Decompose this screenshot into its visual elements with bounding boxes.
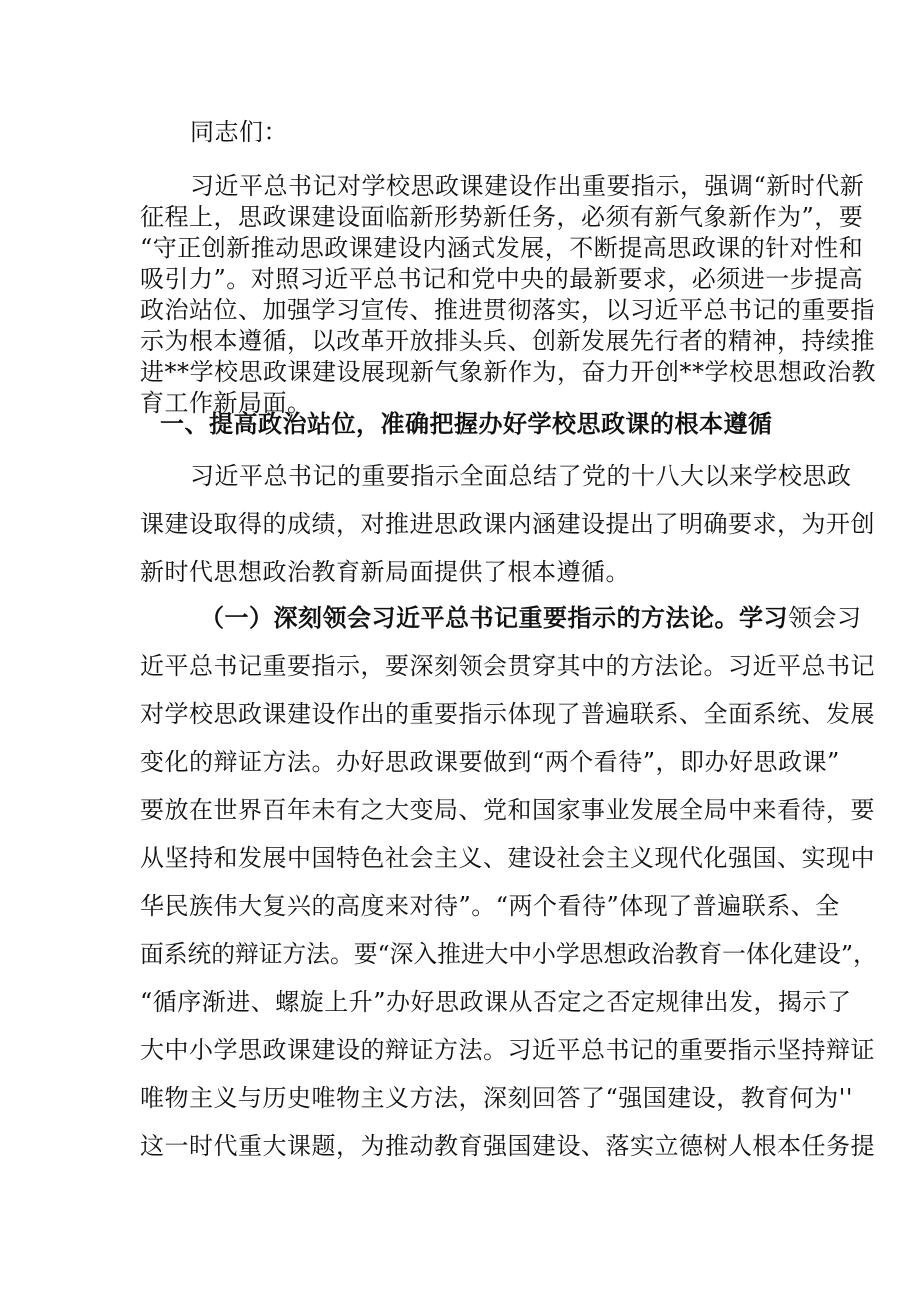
paragraph-line: 近平总书记重要指示，要深刻领会贯穿其中的方法论。习近平总书记 [140, 652, 875, 680]
paragraph-line: 华民族伟大复兴的高度来对待”。“两个看待”体现了普遍联系、全 [140, 892, 840, 920]
paragraph-line: 要放在世界百年未有之大变局、党和国家事业发展全局中来看待，要 [140, 796, 875, 824]
subheading-line [200, 604, 862, 632]
paragraph-line: 这一时代重大课题，为推动教育强国建设、落实立德树人根本任务提 [140, 1132, 875, 1160]
intro-line: 政治站位、加强学习宣传、推进贯彻落实，以习近平总书记的重要指 [140, 296, 875, 324]
intro-line: “守正创新推动思政课建设内涵式发展，不断提高思政课的针对性和 [140, 234, 864, 262]
paragraph-line: 新时代思想政治教育新局面提供了根本遵循。 [140, 558, 630, 586]
paragraph-line: 唯物主义与历史唯物主义方法，深刻回答了“强国建设，教育何为'' [140, 1084, 853, 1112]
paragraph-line: 面系统的辩证方法。要“深入推进大中小学思想政治教育一体化建设”， [140, 940, 877, 968]
intro-line: 吸引力”。对照习近平总书记和党中央的最新要求，必须进一步提高 [140, 265, 864, 293]
paragraph-line: 大中小学思政课建设的辩证方法。习近平总书记的重要指示坚持辩证 [140, 1036, 875, 1064]
paragraph-line: 课建设取得的成绩，对推进思政课内涵建设提出了明确要求，为开创 [140, 510, 875, 538]
salutation: 同志们： [190, 118, 288, 146]
paragraph-line: 变化的辩证方法。办好思政课要做到“两个看待”，即办好思政课” [140, 748, 840, 776]
intro-line: 征程上，思政课建设面临新形势新任务，必须有新气象新作为”，要 [140, 203, 864, 231]
paragraph-line: 对学校思政课建设作出的重要指示体现了普遍联系、全面系统、发展 [140, 700, 875, 728]
intro-line: 示为根本遵循，以改革开放排头兵、创新发展先行者的精神，持续推 [140, 327, 875, 355]
intro-line: 育工作新局面。 [140, 389, 312, 417]
intro-line: 习近平总书记对学校思政课建设作出重要指示，强调“新时代新 [190, 172, 865, 200]
paragraph-line: “循序渐进、螺旋上升”办好思政课从否定之否定规律出发，揭示了 [140, 988, 852, 1016]
section-heading: 一、提高政治站位，准确把握办好学校思政课的根本遵循 [160, 409, 773, 438]
paragraph-line: 从坚持和发展中国特色社会主义、建设社会主义现代化强国、实现中 [140, 844, 875, 872]
subheading-continuation: 领会习 [788, 604, 862, 632]
intro-line: 进**学校思政课建设展现新气象新作为，奋力开创**学校思想政治教 [140, 358, 876, 386]
subheading-bold: （一）深刻领会习近平总书记重要指示的方法论。学习 [200, 603, 788, 632]
paragraph-line: 习近平总书记的重要指示全面总结了党的十八大以来学校思政 [190, 462, 852, 490]
